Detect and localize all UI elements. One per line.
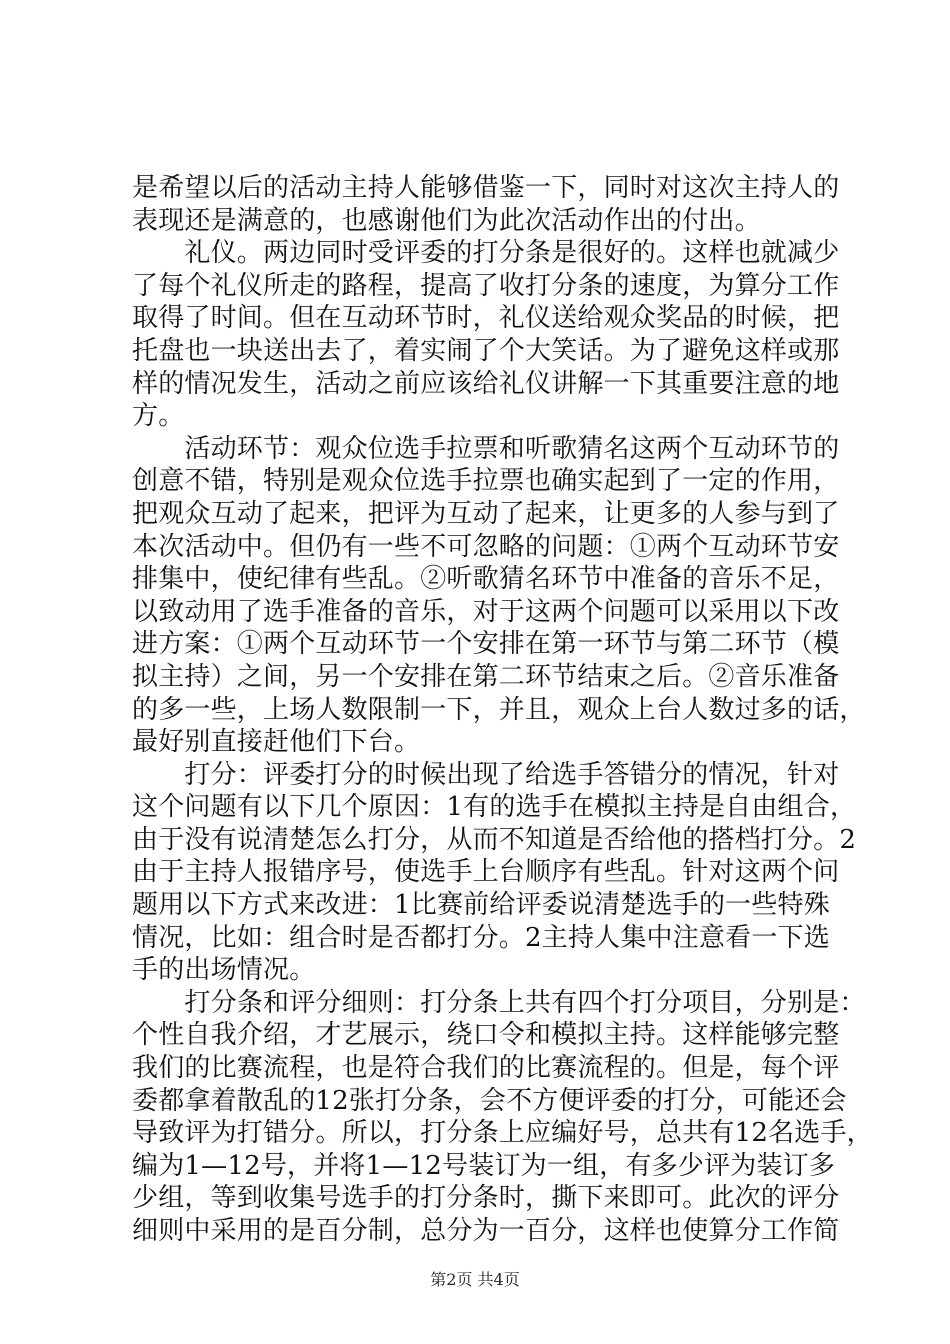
- text-line: 拟主持）之间，另一个安排在第二环节结束之后。②音乐准备: [132, 661, 840, 692]
- text-line: 是希望以后的活动主持人能够借鉴一下，同时对这次主持人的: [132, 173, 840, 203]
- text-line: 活动环节：观众位选手拉票和听歌猜名这两个互动环节的: [132, 433, 840, 464]
- text-line: 这个问题有以下几个原因：1有的选手在模拟主持是自由组合，: [132, 792, 857, 823]
- text-line: 编为1—12号，并将1—12号装订为一组，有多少评为装订多: [132, 1150, 836, 1181]
- text-line: 方。: [132, 401, 185, 432]
- text-line: 以致动用了选手准备的音乐，对于这两个问题可以采用以下改: [132, 596, 840, 627]
- text-line: 进方案：①两个互动环节一个安排在第一环节与第二环节（模: [132, 629, 840, 660]
- text-line: 托盘也一块送出去了，着实闹了个大笑话。为了避免这样或那: [132, 335, 840, 366]
- text-line: 了每个礼仪所走的路程，提高了收打分条的速度，为算分工作: [132, 270, 840, 301]
- text-line: 本次活动中。但仍有一些不可忽略的问题：①两个互动环节安: [132, 531, 840, 562]
- text-line: 的多一些，上场人数限制一下，并且，观众上台人数过多的话，: [132, 694, 866, 725]
- text-line: 题用以下方式来改进：1比赛前给评委说清楚选手的一些特殊: [132, 890, 830, 921]
- text-line: 表现还是满意的，也感谢他们为此次活动作出的付出。: [132, 205, 761, 236]
- text-line: 最好别直接赶他们下台。: [132, 727, 421, 758]
- page-footer: 第2页 共4页: [430, 1270, 520, 1289]
- text-line: 样的情况发生，活动之前应该给礼仪讲解一下其重要注意的地: [132, 368, 840, 399]
- text-line: 情况，比如：组合时是否都打分。2主持人集中注意看一下选: [132, 922, 830, 953]
- text-line: 手的出场情况。: [132, 955, 316, 986]
- text-line: 我们的比赛流程，也是符合我们的比赛流程的。但是，每个评: [132, 1053, 840, 1084]
- text-line: 礼仪。两边同时受评委的打分条是很好的。这样也就减少: [132, 238, 840, 269]
- text-line: 细则中采用的是百分制，总分为一百分，这样也使算分工作简: [132, 1216, 840, 1246]
- text-line: 少组，等到收集号选手的打分条时，撕下来即可。此次的评分: [132, 1183, 840, 1214]
- text-line: 由于主持人报错序号，使选手上台顺序有些乱。针对这两个问: [132, 857, 840, 888]
- text-line: 打分：评委打分的时候出现了给选手答错分的情况，针对: [132, 759, 840, 790]
- text-line: 排集中，使纪律有些乱。②听歌猜名环节中准备的音乐不足，: [132, 564, 840, 595]
- text-line: 创意不错，特别是观众位选手拉票也确实起到了一定的作用，: [132, 466, 840, 497]
- body-text: [132, 172, 873, 1248]
- text-line: 个性自我介绍，才艺展示，绕口令和模拟主持。这样能够完整: [132, 1020, 840, 1051]
- text-line: 委都拿着散乱的12张打分条，会不方便评委的打分，可能还会: [132, 1085, 847, 1116]
- text-line: 导致评为打错分。所以，打分条上应编好号，总共有12名选手，: [132, 1118, 873, 1149]
- text-line: 取得了时间。但在互动环节时，礼仪送给观众奖品的时候，把: [132, 303, 840, 334]
- text-line: 把观众互动了起来，把评为互动了起来，让更多的人参与到了: [132, 498, 840, 529]
- text-line: 由于没有说清楚怎么打分，从而不知道是否给他的搭档打分。2: [132, 824, 857, 855]
- text-line: 打分条和评分细则：打分条上共有四个打分项目，分别是：: [132, 987, 866, 1018]
